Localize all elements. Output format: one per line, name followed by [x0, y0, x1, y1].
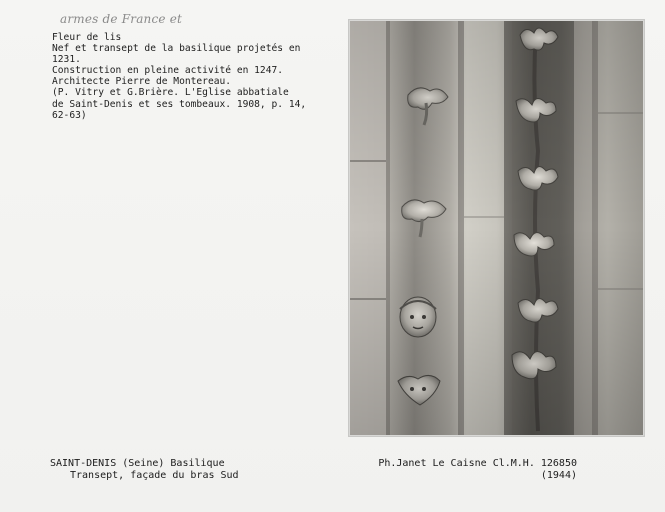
credit-line-1: Ph.Janet Le Caisne Cl.M.H. 126850	[378, 458, 577, 469]
handwritten-note: armes de France et	[60, 12, 183, 26]
note-line: Construction en pleine activité en 1247.	[52, 65, 284, 77]
note-line: 1231.	[52, 54, 81, 66]
note-line: (P. Vitry et G.Brière. L'Eglise abbatiale	[52, 87, 289, 99]
credit-line-2: (1944)	[540, 470, 577, 481]
location-line-1: SAINT-DENIS (Seine) Basilique	[50, 458, 225, 469]
note-line: 62-63)	[52, 109, 87, 121]
description-notes	[52, 32, 352, 121]
sculpture-photograph	[349, 20, 644, 436]
location-caption	[50, 458, 239, 482]
note-line: de Saint-Denis et ses tombeaux. 1908, p. 14,	[52, 98, 307, 110]
note-line: Architecte Pierre de Montereau.	[52, 76, 232, 88]
note-line: Fleur de lis	[52, 32, 122, 43]
note-line: Nef et transept de la basilique projetés en	[52, 43, 301, 55]
photo-image	[350, 21, 643, 435]
photo-credit	[378, 458, 577, 482]
location-line-2: Transept, façade du bras Sud	[70, 470, 239, 481]
